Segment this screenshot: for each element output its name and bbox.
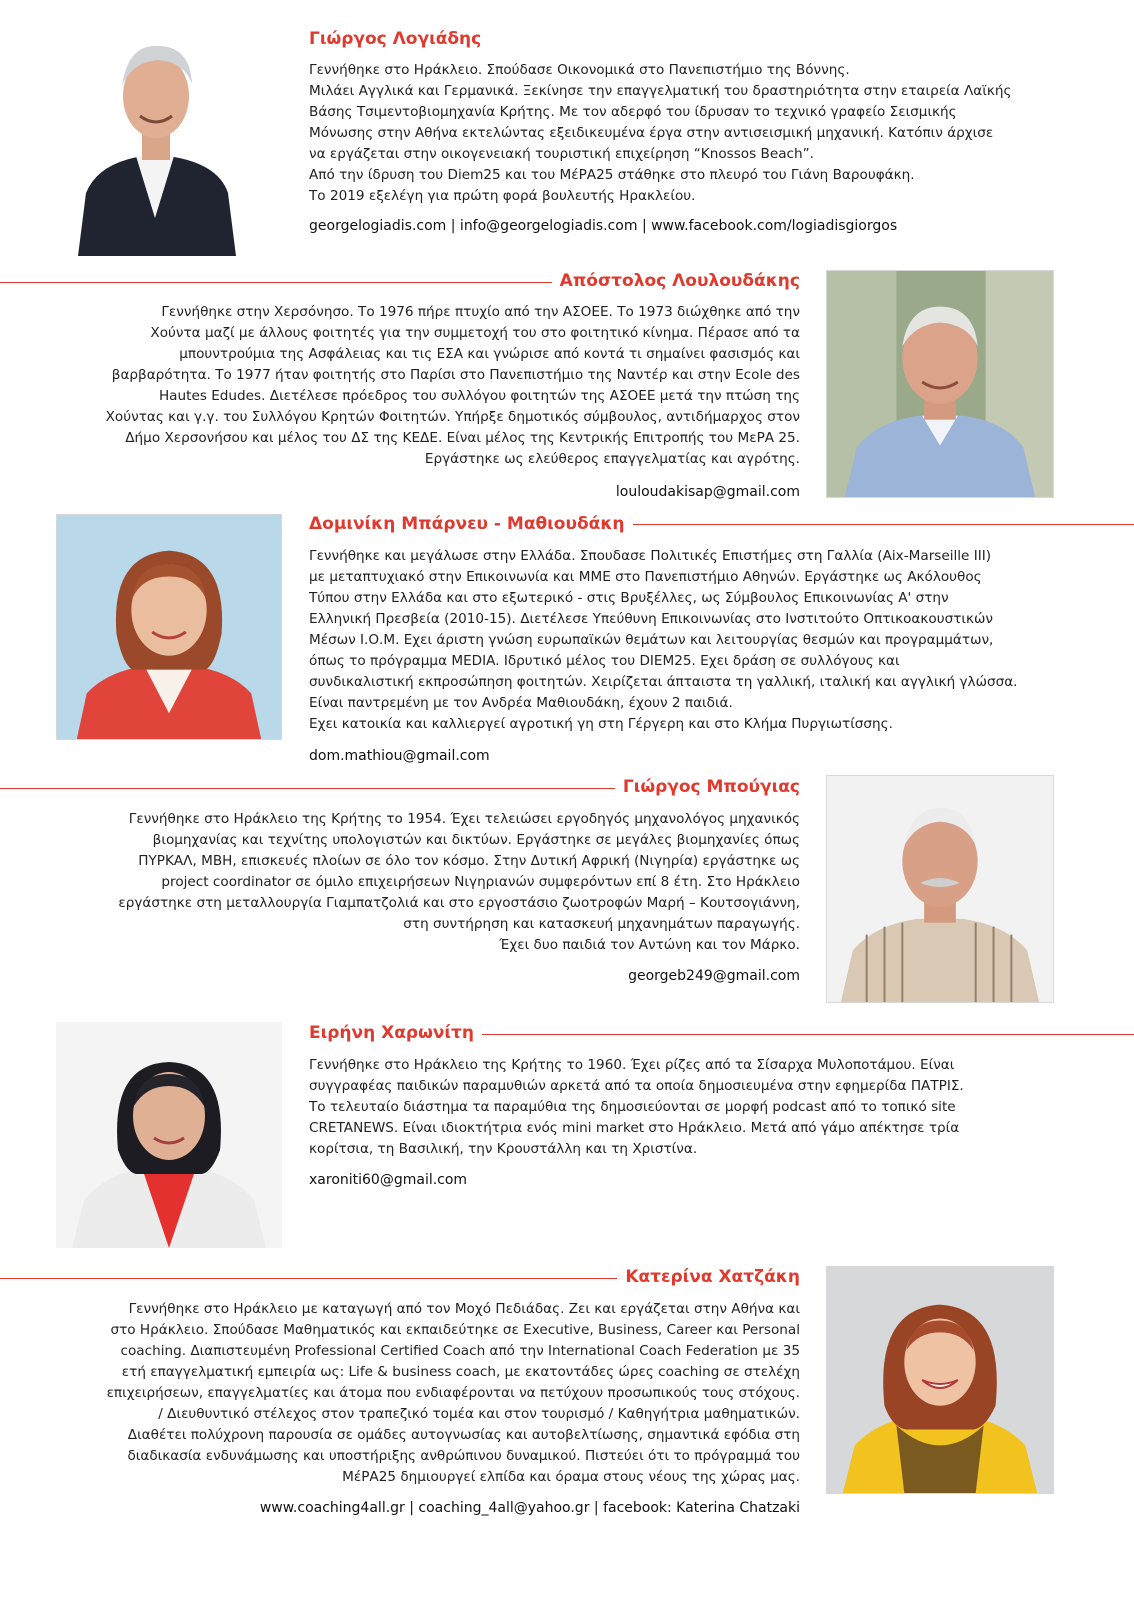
bio-line: Από την ίδρυση του Diem25 και του ΜέΡΑ25 στάθηκε στο πλευρό του Γιάνη Βαρουφάκη. bbox=[309, 167, 915, 183]
bio-line: Τύπου στην Ελλάδα και στο εξωτερικό - στις Βρυξέλλες, ως Σύμβουλος Επικοινωνίας Α' στην bbox=[309, 590, 949, 606]
person-bio-charoniti bbox=[309, 1055, 964, 1160]
person-name-logiadis: Γιώργος Λογιάδης bbox=[309, 29, 482, 49]
bio-line: Εργάστηκε ως ελεύθερος επαγγελματίας και αγρότης. bbox=[424, 451, 800, 467]
person-name-louloudakis: Απόστολος Λουλουδάκης bbox=[552, 270, 800, 292]
section-divider bbox=[0, 282, 560, 283]
section-divider bbox=[0, 1278, 620, 1279]
portrait-photo-chatzaki bbox=[826, 1266, 1054, 1494]
person-contact-bougias[interactable]: georgeb249@gmail.com bbox=[628, 968, 800, 984]
section-divider bbox=[0, 788, 620, 789]
bio-line: Γεννήθηκε και μεγάλωσε στην Ελλάδα. Σπουδασε Πολιτικές Επιστήμες στη Γαλλία (Aix-Marseille III) bbox=[309, 548, 992, 564]
person-name-mathioudaki: Δομινίκη Μπάρνευ - Μαθιουδάκη bbox=[309, 513, 633, 535]
bio-line: Βάσης Τσιμεντοβιομηχανία Κρήτης. Με τον αδερφό του ίδρυσαν το τεχνικό γραφείο Σεισμικής bbox=[309, 104, 957, 120]
section-divider bbox=[600, 524, 1134, 525]
portrait-photo-louloudakis bbox=[826, 270, 1054, 498]
bio-line: project coordinator σε όμιλο επιχειρήσεων Νιγηριανών συμφερόντων επί 8 έτη. Στο Ηράκλειο bbox=[161, 874, 800, 890]
person-name-charoniti: Ειρήνη Χαρωνίτη bbox=[309, 1022, 482, 1044]
bio-line: Διαθέτει πολύχρονη παρουσία σε ομάδες αυτογνωσίας και αυτοβελτίωσης, σημαντικά εφόδια στη bbox=[127, 1427, 800, 1443]
bio-line: Εχει κατοικία και καλλιεργεί αγροτική γη στη Γέργερη και στο Κλήμα Πυργιωτίσσης. bbox=[309, 716, 893, 732]
bio-line: Έχει δυο παιδιά τον Αντώνη και τον Μάρκο. bbox=[499, 937, 800, 953]
bio-line: εργάστηκε στη μεταλλουργία Γιαμπατζολιά και στο εργοστάσιο ζωοτροφών Μαρή – Κουτσογιάννη, bbox=[118, 895, 800, 911]
portrait-photo-bougias bbox=[826, 775, 1054, 1003]
bio-line: Μόνωσης στην Αθήνα εκτελώντας εξειδικευμένα έργα στην αντισεισμική μηχανική. Κατόπιν άρχισε bbox=[309, 125, 994, 141]
bio-line: Χούντα μαζί με άλλους φοιτητές για την συμμετοχή του στο φοιτητικό κίνημα. Πέρασε από τα bbox=[150, 325, 800, 341]
bio-line: ΠΥΡΚΑΛ, ΜΒΗ, επισκευές πλοίων σε όλο τον κόσμο. Στην Δυτική Αφρική (Νιγηρία) εργάστηκε ως bbox=[138, 853, 800, 869]
bio-line: Γεννήθηκε στο Ηράκλειο με καταγωγή από τον Μοχό Πεδιάδας. Ζει και εργάζεται στην Αθήνα και bbox=[128, 1301, 800, 1317]
bio-line: όπως το πρόγραμμα MEDIA. Ιδρυτικό μέλος του DIEM25. Εχει δράση σε συλλόγους και bbox=[309, 653, 900, 669]
bio-line: Δήμο Χερσονήσου και μέλος του ΔΣ της ΚΕΔΕ. Είναι μέλος της Κεντρικής Επιτροπής του ΜεΡΑ 25. bbox=[125, 430, 800, 446]
section-divider bbox=[470, 1034, 1134, 1035]
bio-line: / Διευθυντικό στέλεχος στον τραπεζικό τομέα και στον τουρισμό / Καθηγήτρια μαθηματικών. bbox=[158, 1406, 800, 1422]
person-name-bougias: Γιώργος Μπούγιας bbox=[615, 776, 800, 798]
bio-line: Hautes Edudes. Διετέλεσε πρόεδρος του συλλόγου φοιτητών της ΑΣΟΕΕ μετά την πτώση της bbox=[158, 388, 800, 404]
person-bio-mathioudaki bbox=[309, 546, 1018, 735]
person-bio-logiadis bbox=[309, 60, 1011, 207]
person-bio-louloudakis bbox=[106, 302, 800, 470]
bio-line: βιομηχανίας και τεχνίτης υπολογιστών και δικτύων. Εργάστηκε σε μεγάλες βιομηχανίες όπως bbox=[152, 832, 800, 848]
bio-line: επιχειρήσεων, επαγγελματίες και άτομα που ενδιαφέρονται να πετύχουν προσωπικούς τους στόχους. bbox=[106, 1385, 800, 1401]
bio-line: Γεννήθηκε στο Ηράκλειο της Κρήτης το 1954. Έχει τελειώσει εργοδηγός μηχανολόγος μηχανικός bbox=[128, 811, 800, 827]
bio-line: Γεννήθηκε στο Ηράκλειο. Σπούδασε Οικονομικά στο Πανεπιστήμιο της Βόννης. bbox=[309, 62, 850, 78]
bio-line: βαρβαρότητα. Το 1977 ήταν φοιτητής στο Παρίσι στο Πανεπιστήμιο της Ναντέρ και στην Ecole des bbox=[111, 367, 800, 383]
bio-line: διαδικασία ενδυνάμωσης και υποστήριξης ανθρώπινου δυναμικού. Πιστεύει ότι το πρόγραμμά του bbox=[127, 1448, 800, 1464]
bio-line: με μεταπτυχιακό στην Επικοινωνία και ΜΜΕ στο Πανεπιστήμιο Αθηνών. Εργάστηκε ως Ακόλουθος bbox=[309, 569, 982, 585]
bio-line: Γεννήθηκε στην Χερσόνησο. Το 1976 πήρε πτυχίο από την ΑΣΟΕΕ. Το 1973 διώχθηκε από την bbox=[161, 304, 800, 320]
bio-line: κορίτσια, τη Βασιλική, την Κρουστάλλη και τη Χριστίνα. bbox=[309, 1141, 698, 1157]
bio-line: συνδικαλιστική εκπροσώπηση φοιτητών. Χειρίζεται άπταιστα τη γαλλική, ιταλική και αγγλική γλώσσα. bbox=[309, 674, 1018, 690]
bio-line: CRETANEWS. Είναι ιδιοκτήτρια ενός mini market στο Ηράκλειο. Μετά από γάμο απέκτησε τρία bbox=[309, 1120, 960, 1136]
person-contact-chatzaki[interactable]: www.coaching4all.gr | coaching_4all@yahoo.gr | facebook: Katerina Chatzaki bbox=[259, 1500, 800, 1516]
bio-line: στο Ηράκλειο. Σπούδασε Μαθηματικός και εκπαιδεύτηκε σε Executive, Business, Career και Personal bbox=[110, 1322, 800, 1338]
bio-line: συγγραφέας παιδικών παραμυθιών αρκετά από τα οποία δημοσιευμένα στην εφημερίδα ΠΑΤΡΙΣ. bbox=[309, 1078, 964, 1094]
bio-line: Μέσων Ι.Ο.Μ. Εχει άριστη γνώση ευρωπαϊκών θεμάτων και λειτουργίας θεσμών και προγραμμάτων, bbox=[309, 632, 994, 648]
bio-line: Μιλάει Αγγλικά και Γερμανικά. Ξεκίνησε την επαγγελματική του δραστηριότητα στην εταιρεία Λαϊκής bbox=[309, 83, 1012, 99]
bio-line: coaching. Διαπιστευμένη Professional Certified Coach από την International Coach Federation με 35 bbox=[120, 1343, 800, 1359]
bio-line: Ελληνική Πρεσβεία (2010-15). Διετέλεσε Υπεύθυνη Επικοινωνίας στο Ινστιτούτο Οπτικοακουστικών bbox=[309, 611, 993, 627]
bio-line: στη συντήρηση και κατασκευή μηχανημάτων παραγωγής. bbox=[403, 916, 800, 932]
bio-line: να εργάζεται στην οικογενειακή τουριστική επιχείρηση “Knossos Beach”. bbox=[309, 146, 814, 162]
bio-line: ΜέΡΑ25 δημιουργεί ελπίδα και όραμα στους νέους της χώρας μας. bbox=[342, 1469, 800, 1485]
bio-line: ετή επαγγελματική εμπειρία ως: Life & business coach, με εκατοντάδες ώρες coaching σε στελέχη bbox=[121, 1364, 800, 1380]
bio-line: Το τελευταίο διάστημα τα παραμύθια της δημοσιεύονται σε μορφή podcast από το τοπικό site bbox=[309, 1099, 956, 1115]
bio-line: Το 2019 εξελέγη για πρώτη φορά βουλευτής Ηρακλείου. bbox=[309, 188, 696, 204]
portrait-photo-charoniti bbox=[56, 1022, 282, 1248]
bio-line: Χούντας και γ.γ. του Συλλόγου Κρητών Φοιτητών. Υπήρξε δημοτικός σύμβουλος, αντιδήμαρχος στον bbox=[105, 409, 800, 425]
person-contact-logiadis[interactable]: georgelogiadis.com | info@georgelogiadis.com | www.facebook.com/logiadisgiorgos bbox=[309, 218, 898, 234]
portrait-photo-mathioudaki bbox=[56, 514, 282, 740]
person-bio-chatzaki bbox=[107, 1299, 800, 1488]
person-bio-bougias bbox=[118, 809, 800, 956]
person-contact-louloudakis[interactable]: louloudakisap@gmail.com bbox=[615, 484, 800, 500]
bio-line: Γεννήθηκε στο Ηράκλειο της Κρήτης το 1960. Έχει ρίζες από τα Σίσαρχα Μυλοποτάμου. Είναι bbox=[309, 1057, 955, 1073]
person-contact-mathioudaki[interactable]: dom.mathiou@gmail.com bbox=[309, 748, 490, 764]
bio-line: μπουντρούμια της Ασφάλειας και τις ΕΣΑ και γνώρισε από κοντά τι σημαίνει φασισμός και bbox=[179, 346, 800, 362]
portrait-photo-logiadis bbox=[58, 18, 253, 256]
person-name-chatzaki: Κατερίνα Χατζάκη bbox=[617, 1266, 800, 1288]
bio-line: Είναι παντρεμένη με τον Ανδρέα Μαθιουδάκη, έχουν 2 παιδιά. bbox=[309, 695, 733, 711]
person-contact-charoniti[interactable]: xaroniti60@gmail.com bbox=[309, 1172, 468, 1188]
